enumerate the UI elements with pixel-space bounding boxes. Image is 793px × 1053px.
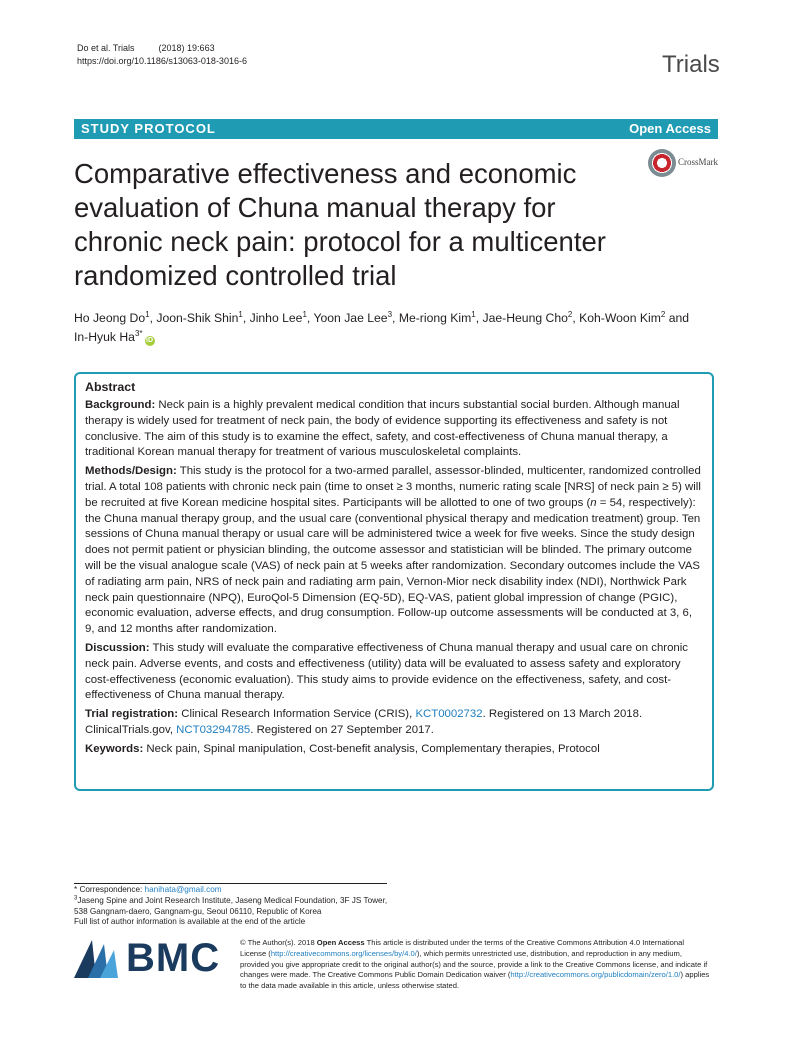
- abstract-discussion: Discussion: This study will evaluate the comparative effectiveness of Chuna manual therapy and usual care on chronic neck pain. Adverse events, and costs and effectiveness (utility) data will be evaluated to assess safety and exploratory cost-effectiveness (economic evaluation). This study aims to provide evidence on the effectiveness, safety, and cost-effectiveness of Chuna manual therapy.: [85, 641, 688, 702]
- cc-zero-link[interactable]: http://creativecommons.org/publicdomain/zero/1.0/: [510, 970, 681, 980]
- author: Me-riong Kim$^1$,: [398, 309, 483, 325]
- abstract-box: [74, 372, 714, 791]
- crossmark-icon: [648, 149, 676, 177]
- crossmark-label: CrossMark: [678, 157, 718, 167]
- correspondence-email-link[interactable]: hanihata@gmail.com: [144, 885, 222, 894]
- abstract-background: Background: Neck pain is a highly prevalent medical condition that incurs substantial social burden. Although manual therapy is widely used for treatment of neck pain, the body of evidence supporting its effectiveness and safety is not conclusive. The aim of this study is to examine the effect, safety, and cost-effectiveness of Chuna manual therapy, a traditional Korean manual therapy for treatment of various musculoskeletal complaints.: [85, 399, 680, 459]
- article-type-banner: [74, 119, 718, 139]
- citation-year: (2018) 19:663: [158, 43, 215, 53]
- orcid-icon[interactable]: iD: [146, 337, 154, 344]
- nct-link[interactable]: NCT03294785: [176, 723, 251, 736]
- abstract-methods: Methods/Design: This study is the protocol for a two-armed parallel, assessor-blinded, multicenter, randomized controlled trial. A total 108 patients with chronic neck pain (time to onset ≥ 3 months, numeric rating scale [NRS] of neck pain ≥ 5) will be recruited at five Korean medicine hospital sites. Participants will be allotted to one of two groups (n = 54, respectively): the Chuna manual therapy group, and the usual care (conventional physical therapy and medication treatment) group. Ten sessions of Chuna manual therapy or usual care will be administered twice a week for five weeks. Since the study design does not permit patient or physician blinding, the outcome assessor and statistician will be blinded. The primary outcome will be the visual analogue scale (VAS) of neck pain at 5 weeks after randomization. Secondary outcomes include the VAS of radiating arm pain, NRS of neck pain and radiating arm pain, Vernon-Mior neck disability index (NDI), Northwick Park neck pain questionnaire (NPQ), EuroQol-5 Dimension (EQ-5D), EQ-VAS, patient global impression of change (PGIC), economic evaluation, adverse effects, and drug consumption. Follow-up outcome assessments will be conducted at 3, 6, 9, and 12 months after randomization.: [85, 465, 701, 636]
- author: Jinho Lee$^1$,: [249, 309, 314, 325]
- article-title: Comparative effectiveness and economic evaluation of Chuna manual therapy for chronic neck pain: protocol for a multicenter randomized controlled trial: [74, 158, 606, 291]
- license-statement: © The Author(s). 2018 Open Access This article is distributed under the terms of the Creative Commons Attribution 4.0 International License (http://creativecommons.org/licenses/by/4.0/), which permits unrestricted use, distribution, and reproduction in any medium, provided you give appropriate credit to the original author(s) and the source, provide a link to the Creative Commons license, and indicate if changes were made. The Creative Commons Public Domain Dedication waiver (http://creativecommons.org/publicdomain/zero/1.0/) applies to the data made available in this article, unless otherwise stated.: [240, 938, 710, 991]
- open-access-label: Open Access: [629, 121, 711, 136]
- kct-link[interactable]: KCT0002732: [415, 708, 483, 721]
- abstract-keywords: Keywords: Neck pain, Spinal manipulation, Cost-benefit analysis, Complementary therapies, Protocol: [85, 742, 600, 755]
- bmc-logo-icon: [74, 940, 118, 978]
- author-list: [74, 309, 724, 347]
- cc-by-link[interactable]: http://creativecommons.org/licenses/by/4.0/: [270, 948, 417, 958]
- author: Ho Jeong Do$^1$,: [74, 309, 157, 325]
- journal-name: Trials: [662, 51, 720, 78]
- citation-authors: Do et al. Trials: [77, 43, 135, 53]
- footnote-divider: [74, 883, 387, 884]
- article-type-label: STUDY PROTOCOL: [81, 121, 216, 136]
- abstract-heading: Abstract: [85, 380, 136, 394]
- abstract-trial-registration: Trial registration: Clinical Research Information Service (CRIS), KCT0002732. Registered on 13 March 2018. ClinicalTrials.gov, NCT03294785. Registered on 27 September 2017.: [85, 708, 643, 736]
- crossmark-badge[interactable]: [648, 149, 728, 179]
- author: Koh-Woon Kim$^2$ and: [579, 309, 690, 325]
- author: Jae-Heung Cho$^2$,: [482, 309, 580, 325]
- author: Yoon Jae Lee$^3$,: [313, 309, 399, 325]
- author: Joon-Shik Shin$^1$,: [156, 309, 250, 325]
- bmc-logo-text: BMC: [126, 936, 221, 980]
- footnotes: * Correspondence: hanihata@gmail.com $^3$Jaseng Spine and Joint Research Institute, Jaseng Medical Foundation, 3F JS Tower, 538 Gangnam-daero, Gangnam-gu, Seoul 06110, Republic of Korea Full list of author information is available at the end of the article: [74, 885, 388, 927]
- bmc-logo: [74, 938, 234, 980]
- citation-header: [77, 42, 247, 68]
- doi-link[interactable]: https://doi.org/10.1186/s13063-018-3016-6: [77, 56, 247, 66]
- author: In-Hyuk $Ha^{3*}$: [74, 328, 143, 344]
